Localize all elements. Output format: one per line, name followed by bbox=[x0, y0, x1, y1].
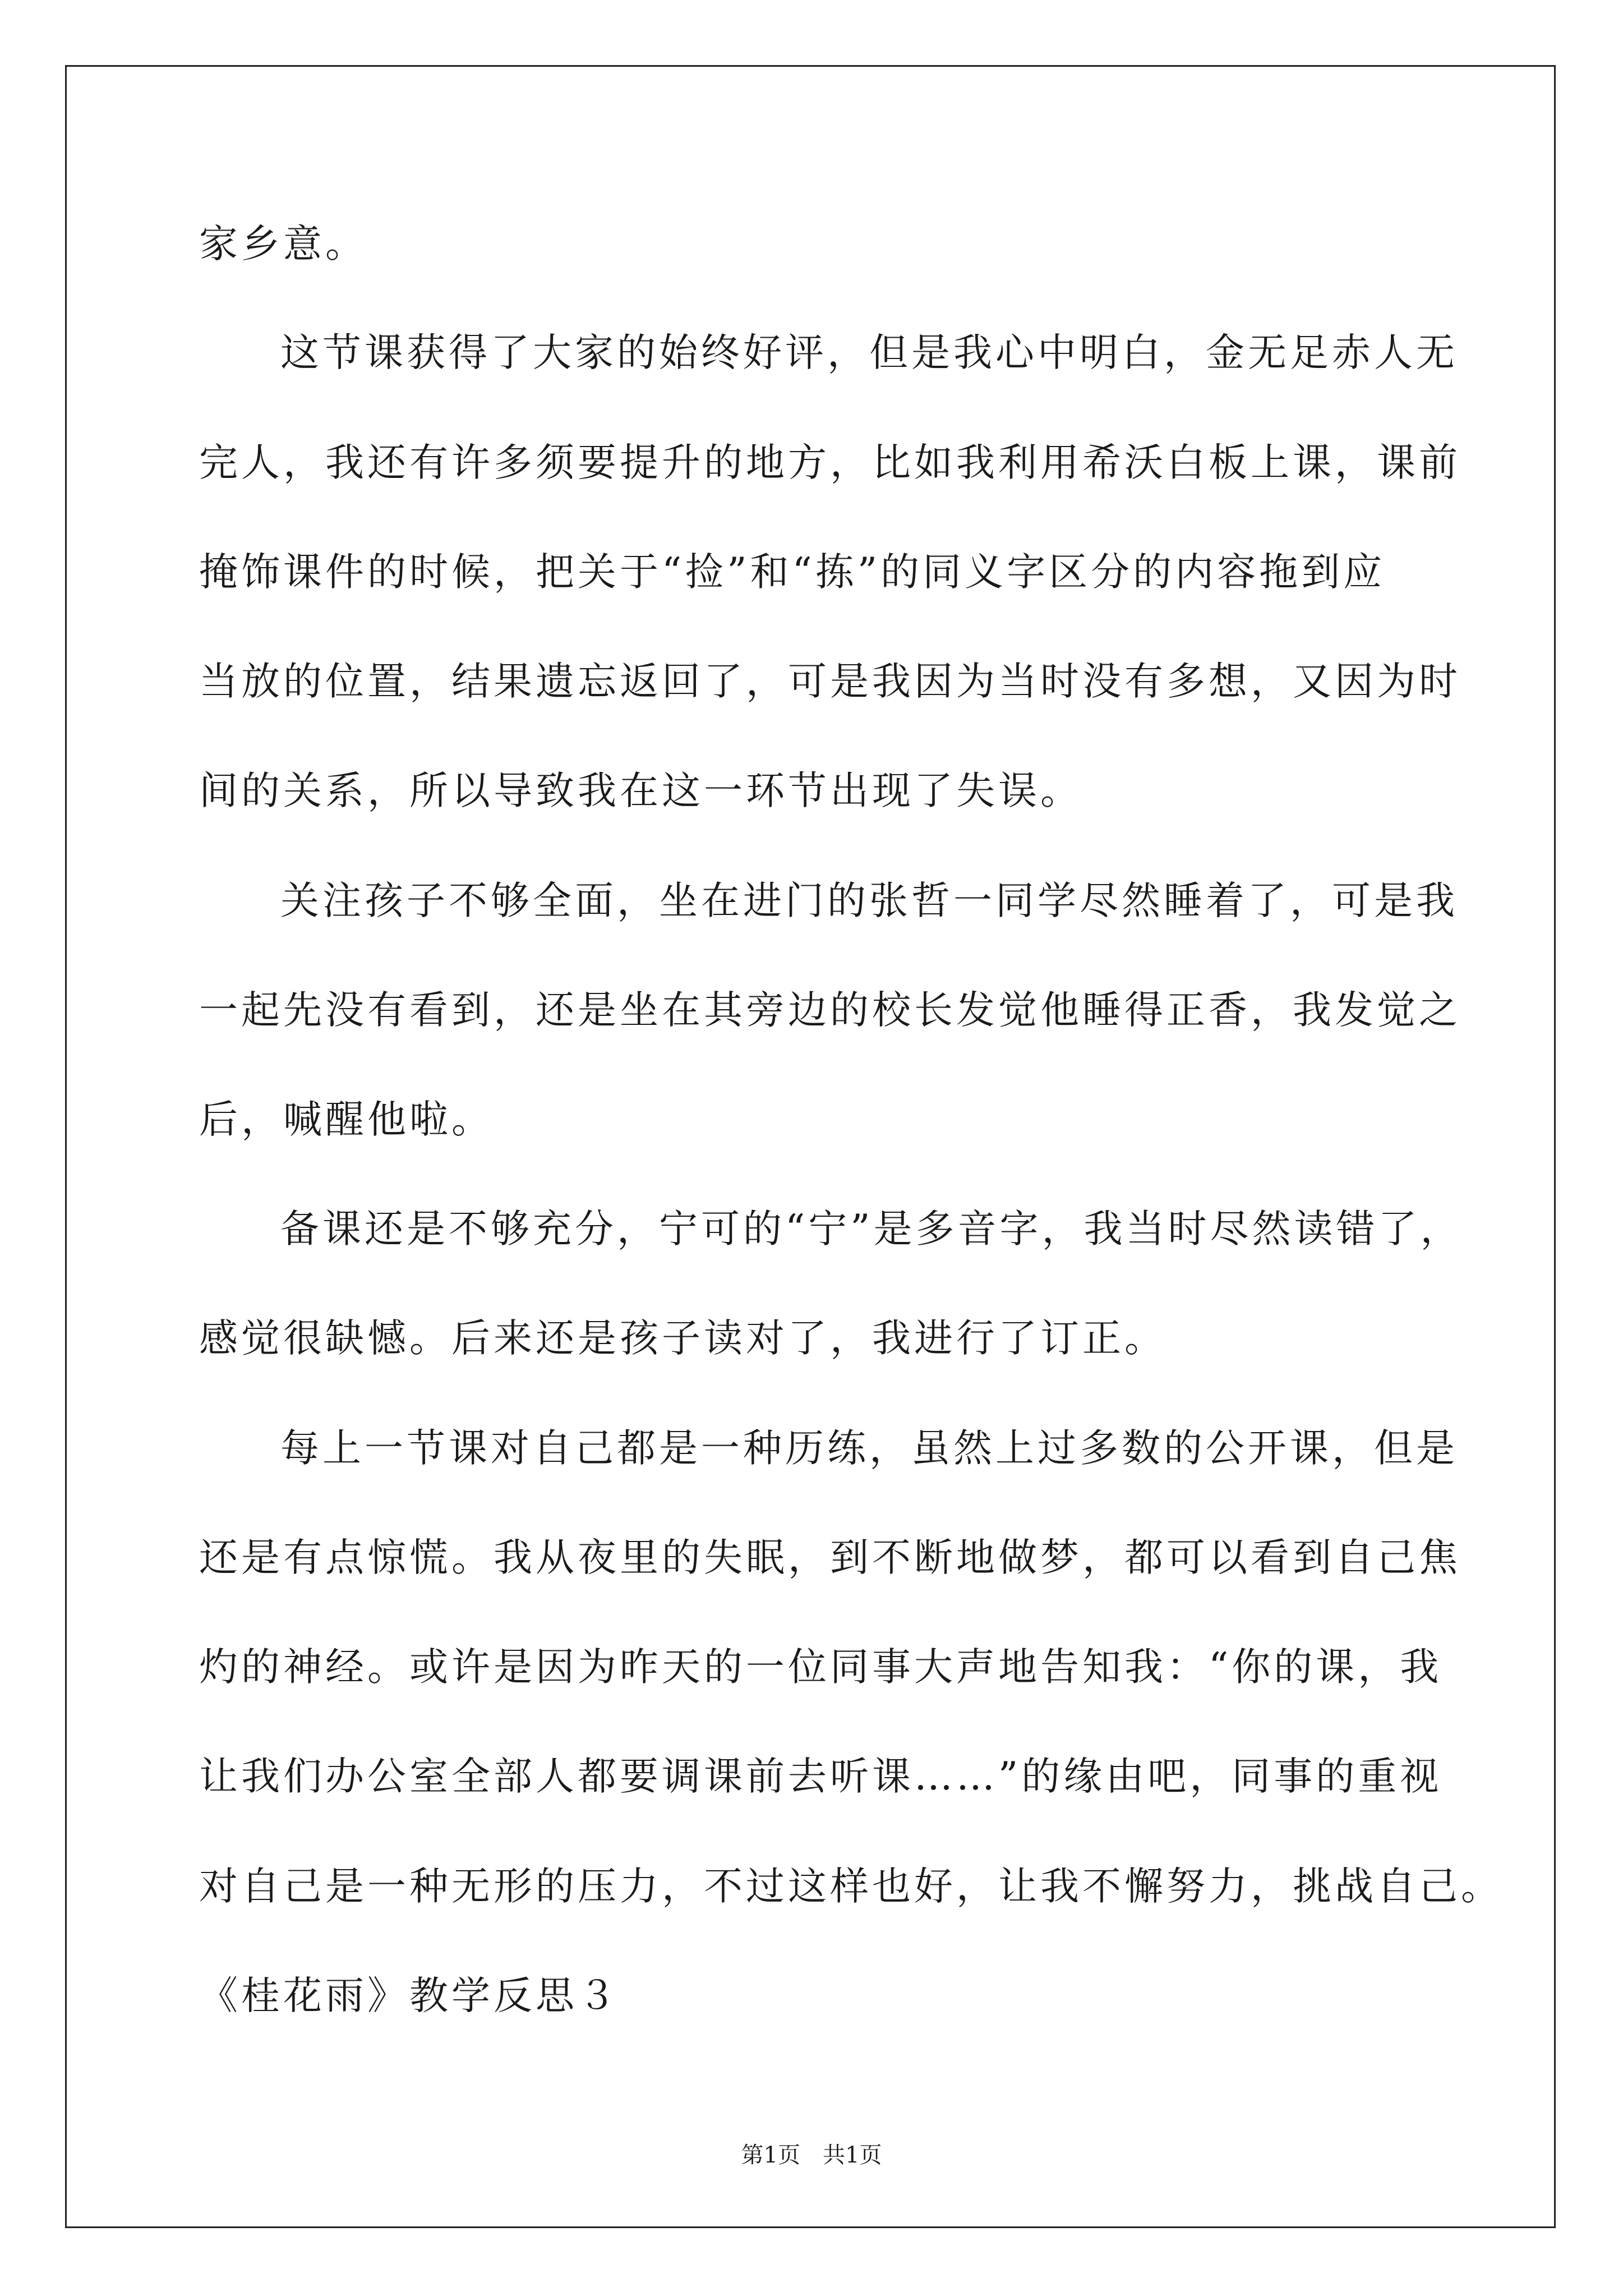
text-line: 后，喊醒他啦。 bbox=[199, 1097, 494, 1142]
text-line: 还是有点惊慌。我从夜里的失眠，到不断地做梦，都可以看到自己焦 bbox=[199, 1535, 1461, 1580]
text-line: 让我们办公室全部人都要调课前去听课……”的缘由吧，同事的重视 bbox=[199, 1754, 1442, 1799]
text-line: 完人，我还有许多须要提升的地方，比如我利用希沃白板上课，课前 bbox=[199, 440, 1461, 485]
text-line: 一起先没有看到，还是坐在其旁边的校长发觉他睡得正香，我发觉之 bbox=[199, 988, 1461, 1033]
text-line: 当放的位置，结果遗忘返回了，可是我因为当时没有多想，又因为时 bbox=[199, 659, 1461, 704]
text-line: 掩饰课件的时候，把关于“捡”和“拣”的同义字区分的内容拖到应 bbox=[199, 550, 1386, 595]
text-line: 这节课获得了大家的始终好评，但是我心中明白，金无足赤人无 bbox=[280, 330, 1458, 375]
text-line: 每上一节课对自己都是一种历练，虽然上过多数的公开课，但是 bbox=[280, 1426, 1458, 1471]
section-title: 《桂花雨》教学反思３ bbox=[199, 1973, 620, 2018]
text-line: 备课还是不够充分，宁可的“宁”是多音字，我当时尽然读错了， bbox=[280, 1207, 1463, 1251]
text-line: 感觉很缺憾。后来还是孩子读对了，我进行了订正。 bbox=[199, 1316, 1166, 1361]
text-line: 间的关系，所以导致我在这一环节出现了失误。 bbox=[199, 769, 1082, 813]
text-line: 灼的神经。或许是因为昨天的一位同事大声地告知我：“你的课，我 bbox=[199, 1645, 1442, 1690]
page-footer: 第1页 共1页 bbox=[741, 2142, 882, 2168]
text-line: 对自己是一种无形的压力，不过这样也好，让我不懈努力，挑战自己。 bbox=[199, 1864, 1503, 1909]
text-line: 家乡意。 bbox=[199, 222, 367, 266]
text-line: 关注孩子不够全面，坐在进门的张哲一同学尽然睡着了，可是我 bbox=[280, 878, 1458, 923]
